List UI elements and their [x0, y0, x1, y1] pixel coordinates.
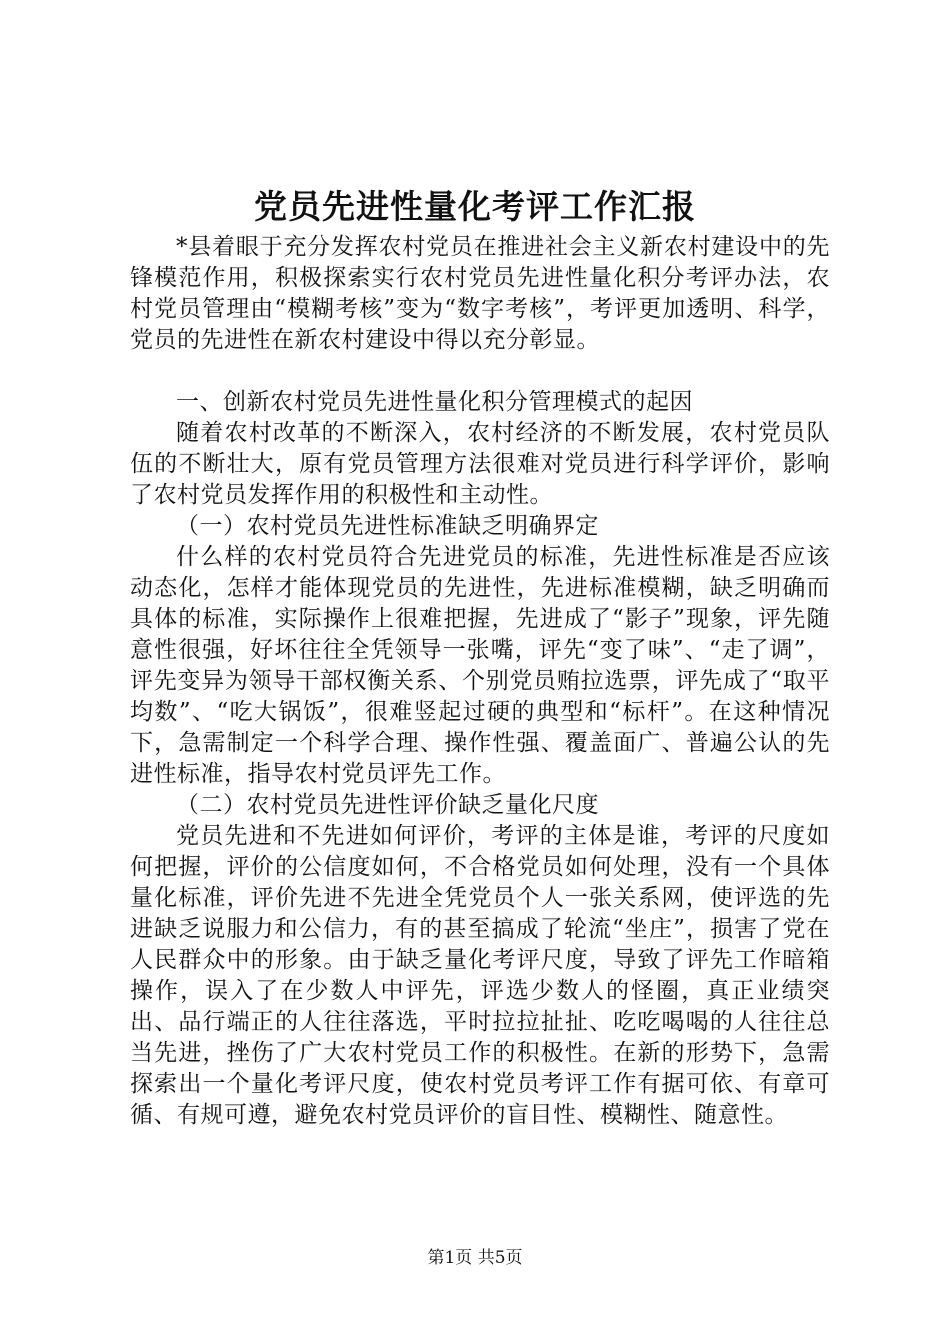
section-1-paragraph: 随着农村改革的不断深入，农村经济的不断发展，农村党员队伍的不断壮大，原有党员管理方法很难对党员进行科学评价，影响了农村党员发挥作用的积极性和主动性。 — [130, 420, 830, 508]
document-title: 党员先进性量化考评工作汇报 — [254, 187, 696, 226]
subsection-1-paragraph: 什么样的农村党员符合先进党员的标准，先进性标准是否应该动态化，怎样才能体现党员的先进性，先进标准模糊，缺乏明确而具体的标准，实际操作上很难把握，先进成了“影子”现象，评先随意性很强，好坏往往全凭领导一张嘴，评先“变了味”、“走了调”，评先变异为领导干部权衡关系、个别党员贿拉选票，评先成了“取平均数”、“吃大锅饭”，很难竖起过硬的典型和“标杆”。在这种情况下，急需制定一个科学合理、操作性强、覆盖面广、普遍公认的先进性标准，指导农村党员评先工作。 — [130, 544, 830, 787]
section-heading-1: 一、创新农村党员先进性量化积分管理模式的起因 — [176, 389, 693, 415]
intro-paragraph: *县着眼于充分发挥农村党员在推进社会主义新农村建设中的先锋模范作用，积极探索实行农村党员先进性量化积分考评办法，农村党员管理由“模糊考核”变为“数字考核”，考评更加透明、科学，党员的先进性在新农村建设中得以充分彰显。 — [130, 234, 830, 353]
subsection-2-paragraph: 党员先进和不先进如何评价，考评的主体是谁，考评的尺度如何把握，评价的公信度如何，不合格党员如何处理，没有一个具体量化标准，评价先进不先进全凭党员个人一张关系网，使评选的先进缺乏说服力和公信力，有的甚至搞成了轮流“坐庄”，损害了党在人民群众中的形象。由于缺乏量化考评尺度，导致了评先工作暗箱操作，误入了在少数人中评先，评选少数人的怪圈，真正业绩突出、品行端正的人往往落选，平时拉拉扯扯、吃吃喝喝的人往往总当先进，挫伤了广大农村党员工作的积极性。在新的形势下，急需探索出一个量化考评尺度，使农村党员考评工作有据可依、有章可循、有规可遵，避免农村党员评价的盲目性、模糊性、随意性。 — [130, 823, 830, 1128]
document-body — [130, 232, 830, 1131]
subsection-heading-1: （一）农村党员先进性标准缺乏明确界定 — [176, 513, 599, 539]
page-number-footer: 第1页 共5页 — [427, 1248, 523, 1268]
subsection-heading-2: （二）农村党员先进性评价缺乏量化尺度 — [176, 792, 599, 818]
